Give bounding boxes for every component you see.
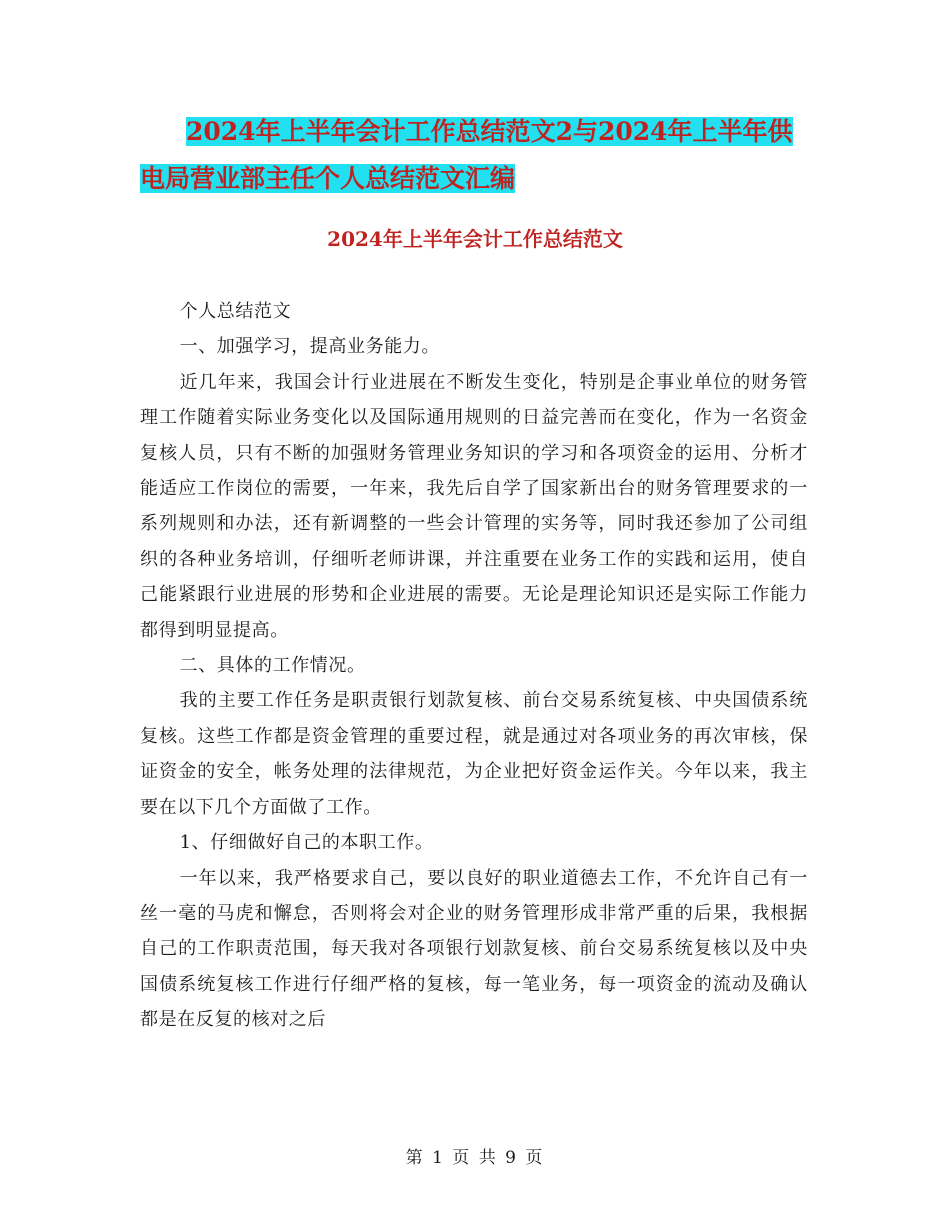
paragraph: 我的主要工作任务是职责银行划款复核、前台交易系统复核、中央国债系统复核。这些工作都是资金管理的重要过程，就是通过对各项业务的再次审核，保证资金的安全，帐务处理的法律规范，为企业把好资金运作关。今年以来，我主要在以下几个方面做了工作。 [140, 690, 808, 818]
title-highlight-1: 2024年上半年会计工作总结范文2与2024年上半年供 [186, 117, 793, 146]
paragraph: 二、具体的工作情况。 [179, 655, 366, 677]
paragraph: 一年以来，我严格要求自己，要以良好的职业道德去工作，不允许自己有一丝一毫的马虎和懈怠，否则将会对企业的财务管理形成非常严重的后果，我根据自己的工作职责范围，每天我对各项银行划款复核、前台交易系统复核以及中央国债系统复核工作进行仔细严格的复核，每一笔业务，每一项资金的流动及确认都是在反复的核对之后 [140, 867, 808, 1031]
paragraph: 1、仔细做好自己的本职工作。 [179, 832, 434, 854]
paragraph: 近几年来，我国会计行业进展在不断发生变化，特别是企事业单位的财务管理工作随着实际业务变化以及国际通用规则的日益完善而在变化，作为一名资金复核人员，只有不断的加强财务管理业务知识的学习和各项资金的运用、分析才能适应工作岗位的需要，一年来，我先后自学了国家新出台的财务管理要求的一系列规则和办法，还有新调整的一些会计管理的实务等，同时我还参加了公司组织的各种业务培训，仔细听老师讲课，并注重要在业务工作的实践和运用，使自己能紧跟行业进展的形势和企业进展的需要。无论是理论知识还是实际工作能力都得到明显提高。 [140, 371, 808, 641]
paragraph: 个人总结范文 [179, 301, 292, 322]
title-highlight-2: 电局营业部主任个人总结范文汇编 [140, 164, 516, 193]
page-number-footer: 第 1 页 共 9 页 [405, 1148, 545, 1168]
document-body [140, 294, 808, 1038]
paragraph: 一、加强学习，提高业务能力。 [179, 336, 440, 358]
title-line-2 [140, 155, 840, 202]
document-title [140, 108, 840, 202]
section-title: 2024年上半年会计工作总结范文 [327, 227, 623, 251]
title-line-1 [140, 108, 840, 155]
